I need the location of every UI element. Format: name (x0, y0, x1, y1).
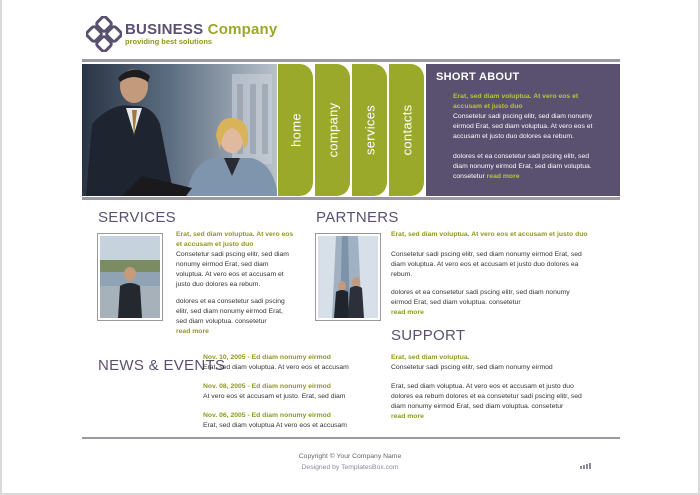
short-about-title: SHORT ABOUT (436, 71, 520, 83)
support-headline: Erat, sed diam voluptua. (391, 354, 470, 361)
services-title: SERVICES (98, 209, 176, 226)
business-people-image (82, 64, 278, 196)
nav-tab-label: services (362, 104, 377, 156)
support-title: SUPPORT (391, 327, 466, 344)
nav-tab-contacts[interactable] (389, 64, 425, 196)
partners-paragraph-2 (391, 288, 591, 318)
nav-tab-label: company (325, 102, 340, 158)
services-paragraph: Consetetur sadi pscing elitr, sed diam nonumy eirmod Erat, sed diam voluptua. At vero eos et accusam et justo duo dolores ea rebum. (176, 251, 289, 288)
news-date-link[interactable]: Nov. 06, 2005 - Ed diam nonumy eirmod (203, 412, 331, 419)
banner (82, 64, 620, 196)
news-text: Erat, sed diam voluptua. At vero eos et accusam (203, 364, 349, 371)
news-date-link[interactable]: Nov. 10, 2005 - Ed diam nonumy eirmod (203, 354, 331, 361)
news-date-link[interactable]: Nov. 08, 2005 - Ed diam nonumy eirmod (203, 383, 331, 390)
support-paragraph-2 (391, 382, 591, 422)
banner-divider (82, 197, 620, 200)
designed-by-link[interactable]: Designed by TemplatesBox.com (301, 464, 399, 471)
services-photo-image (100, 236, 160, 318)
services-headline: Erat, sed diam voluptua. At vero eos et accusam et justo duo (176, 231, 294, 248)
partners-headline: Erat, sed diam voluptua. At vero eos et accusam et justo duo (391, 231, 588, 238)
nav-tab-label: contacts (399, 104, 414, 156)
partners-paragraph: Consetetur sadi pscing elitr, sed diam nonumy eirmod Erat, sed diam voluptua. At vero eos et accusam et justo duo dolores ea rebum. (391, 251, 582, 278)
short-about-paragraph: Consetetur sadi pscing elitr, sed diam nonumy eirmod Erat, sed diam voluptua. At vero eos et accusam et justo duo dolores ea rebum. (453, 113, 593, 140)
header-divider (82, 59, 620, 62)
partners-read-more-link[interactable]: read more (391, 309, 424, 316)
news-title: NEWS & EVENTS (98, 357, 226, 374)
tagline: providing best solutions (125, 37, 213, 46)
short-about-paragraph-text: dolores et ea consetetur sadi pscing elitr, sed diam nonumy eirmod Erat, sed diam voluptua. consetetur (453, 153, 592, 180)
news-item (203, 411, 373, 431)
partners-photo-image (318, 236, 378, 318)
valid-badge-icon[interactable] (580, 463, 594, 469)
logo-knot-icon (86, 16, 122, 52)
brand-main: BUSINESS (125, 21, 204, 38)
news-text: Erat, sed diam voluptua At vero eos et accusam (203, 422, 347, 429)
partners-thumbnail (315, 233, 381, 321)
brand-accent: Company (207, 21, 278, 38)
footer-divider (82, 437, 620, 439)
nav-tab-company[interactable] (315, 64, 351, 196)
support-paragraph: Consetetur sadi pscing elitr, sed diam nonumy eirmod (391, 364, 553, 371)
news-text: At vero eos et accusam et justo. Erat, sed diam (203, 393, 346, 400)
support-paragraph-text: Erat, sed diam voluptua. At vero eos et accusam et justo duo dolores ea rebum dolores et ea consetetur sadi pscing elitr, sed diam nonumy eirmod Erat, sed diam voluptua. consetetur (391, 383, 582, 410)
services-thumbnail (97, 233, 163, 321)
services-read-more-link[interactable]: read more (176, 328, 209, 335)
short-about-headline: Erat, sed diam voluptua. At vero eos et accusam et justo duo (453, 93, 579, 110)
partners-paragraph-text: dolores et ea consetetur sadi pscing elitr, sed diam nonumy eirmod Erat, sed diam voluptua. consetetur (391, 289, 570, 306)
short-about-read-more-link[interactable]: read more (486, 173, 520, 180)
short-about-panel (426, 64, 620, 196)
services-paragraph-text: dolores et ea consetetur sadi pscing elitr, sed diam nonumy eirmod Erat, sed diam voluptua. consetetur (176, 298, 285, 325)
copyright-text: Copyright © Your Company Name (298, 453, 402, 460)
nav-tab-services[interactable] (352, 64, 388, 196)
short-about-paragraph-2 (453, 152, 603, 182)
news-item (203, 353, 373, 373)
brand-name[interactable] (125, 21, 277, 38)
news-item (203, 382, 373, 402)
support-read-more-link[interactable]: read more (391, 413, 424, 420)
nav-tab-label: home (288, 113, 303, 147)
partners-title: PARTNERS (316, 209, 399, 226)
nav-tab-home[interactable] (278, 64, 314, 196)
banner-photo (82, 64, 278, 196)
services-paragraph-2 (176, 297, 294, 337)
